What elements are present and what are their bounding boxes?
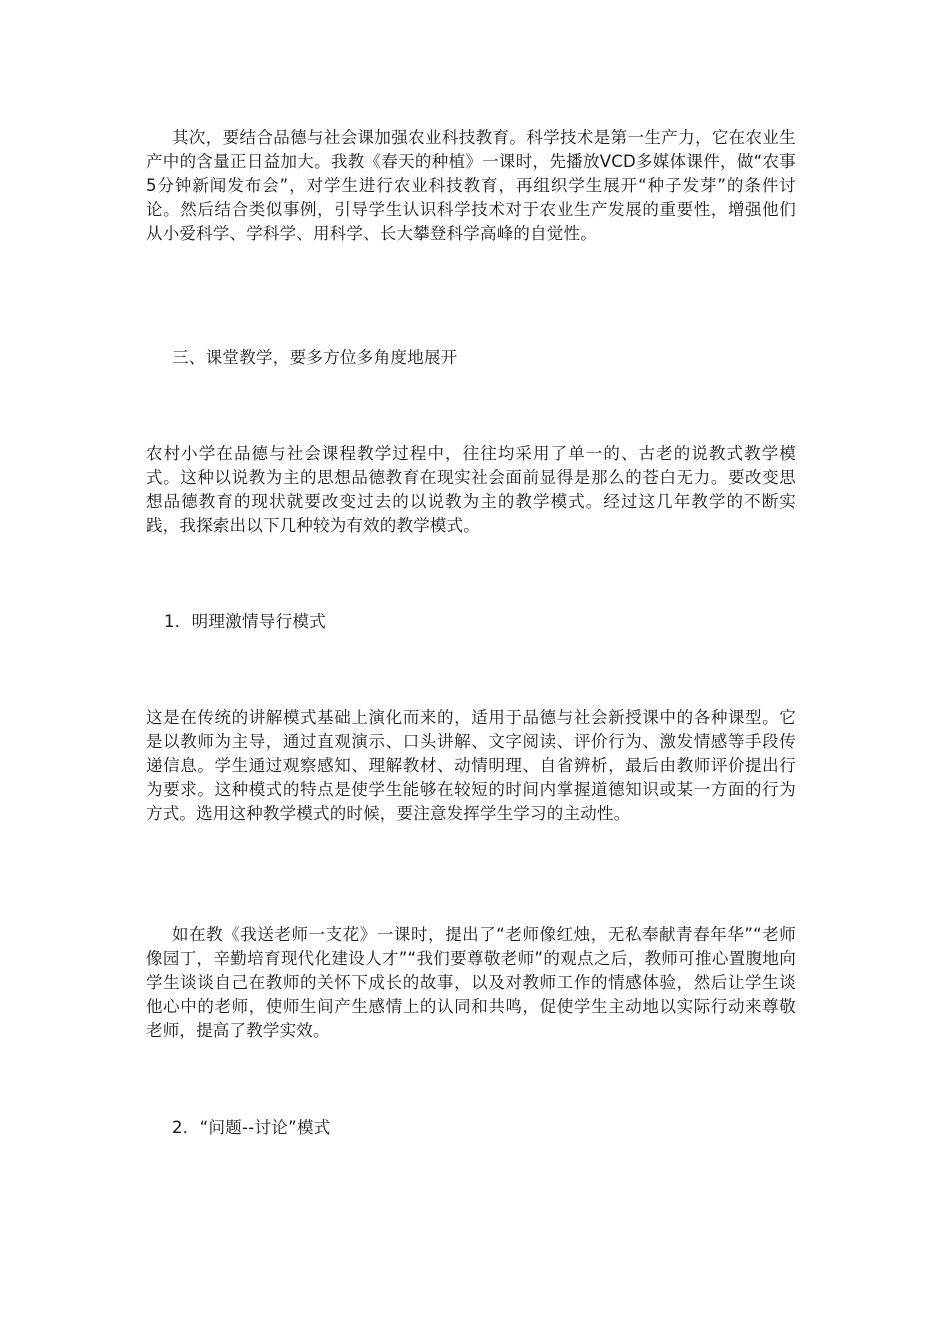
paragraph-agri-tech-education: 其次，要结合品德与社会课加强农业科技教育。科学技术是第一生产力，它在农业生产中的含量正日益加大。我教《春天的种植》一课时，先播放VCD多媒体课件，做“农事5分钟新闻发布会”，对学生进行农业科技教育，再组织学生展开“种子发芽”的条件讨论。然后结合类似事例，引导学生认识科学技术对于农业生产发展的重要性，增强他们从小爱科学、学科学、用科学、长大攀登科学高峰的自觉性。 <box>146 128 796 243</box>
paragraph-teaching-models-intro: 农村小学在品德与社会课程教学过程中，往往均采用了单一的、古老的说教式教学模式。这种以说教为主的思想品德教育在现实社会面前显得是那么的苍白无力。要改变思想品德教育的现状就要改变过去的以说教为主的教学模式。经过这几年教学的不断实践，我探索出以下几种较为有效的教学模式。 <box>146 444 796 535</box>
section-heading-classroom-teaching: 三、课堂教学，要多方位多角度地展开 <box>172 348 458 367</box>
paragraph-mode-1-description: 这是在传统的讲解模式基础上演化而来的，适用于品德与社会新授课中的各种课型。它是以教师为主导，通过直观演示、口头讲解、文字阅读、评价行为、激发情感等手段传递信息。学生通过观察感知、理解教材、动情明理、自省辨析，最后由教师评价提出行为要求。这种模式的特点是使学生能够在较短的时间内掌握道德知识或某一方面的行为方式。选用这种教学模式的时候，要注意发挥学生学习的主动性。 <box>146 708 796 823</box>
subheading-mode-1: 1．明理激情导行模式 <box>164 612 326 631</box>
paragraph-mode-1-example: 如在教《我送老师一支花》一课时，提出了“老师像红烛，无私奉献青春年华”“老师像园丁，辛勤培育现代化建设人才”“我们要尊敬老师”的观点之后，教师可推心置腹地向学生谈谈自己在教师的关怀下成长的故事，以及对教师工作的情感体验，然后让学生谈他心中的老师，使师生间产生感情上的认同和共鸣，促使学生主动地以实际行动来尊敬老师，提高了教学实效。 <box>146 925 796 1040</box>
subheading-mode-2: 2．“问题--讨论”模式 <box>172 1118 331 1137</box>
